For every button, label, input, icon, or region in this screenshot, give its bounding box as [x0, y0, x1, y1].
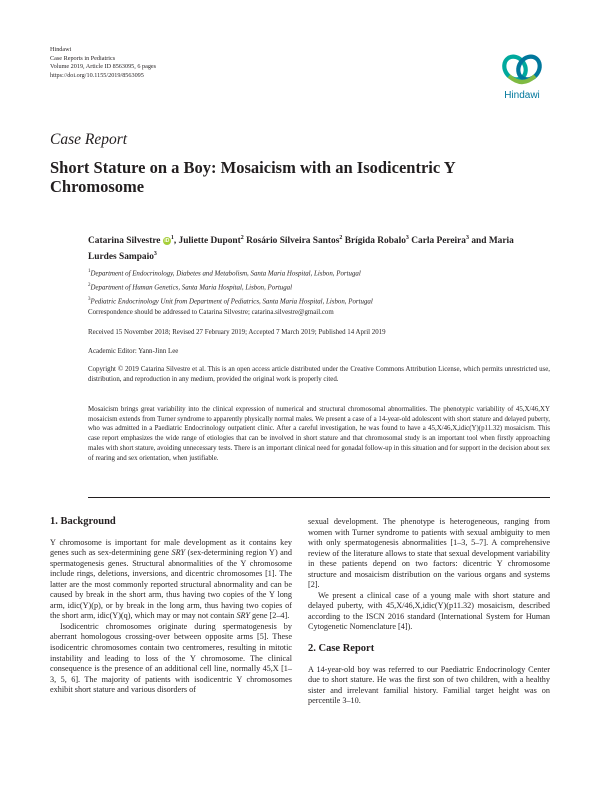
affiliation: $^3$Pediatric Endocrinology Unit from Department of Pediatrics, Santa Maria Hospital, Lisbon, Portugal: [88, 297, 373, 306]
paragraph: A 14-year-old boy was referred to our Paediatric Endocrinology Center due to short stature. He was the first son of two children, with a healthy sister and irrelevant familial history. Familial target height was on percentile 3–10.: [308, 664, 550, 706]
author-name: Rosário Silveira Santos: [246, 236, 340, 247]
affiliation: $^1$Department of Endocrinology, Diabetes and Metabolism, Santa Maria Hospital, Lisbon, Portugal: [88, 269, 361, 278]
correspondence: Correspondence should be addressed to Catarina Silvestre; catarina.silvestre@gmail.com: [88, 309, 334, 316]
journal-name: Case Reports in Pediatrics: [50, 54, 116, 62]
paragraph: Isodicentric chromosomes originate during spermatogenesis by aberrant homologous crossing-over between opposite arms [5]. These isodicentric chromosomes contain two centromeres, resulting in mitotic instability and leading to loss of the Y chromosome. The clinical consequence is the presence of an additional cell line, normally 45,X [1–3, 5, 6]. The majority of patients with isodicentric Y chromosomes exhibit short stature and various disorders of: [50, 621, 292, 695]
copyright-notice: Copyright © 2019 Catarina Silvestre et al. This is an open access article distributed under the Creative Commons Attribution License, which permits unrestricted use, distribution, and reproduction in any medium, provided the original work is properly cited.: [88, 366, 550, 383]
paragraph: Y chromosome is important for male development as it contains key genes such as sex-determining gene SRY (sex-determining region Y) and spermatogenesis genes. Structural abnormalities of the Y chromosome include rings, deletions, inversions, and dicentric chromosomes [1]. The latter are the most commonly reported structural abnormality and can be caused by break in the short arm, thus having two copies of the Y long arm, idic(Y)(p), or by break in the long arm, thus having two copies of the short arm, idic(Y)(q), which may or may not contain SRY gene [2–4].: [50, 537, 292, 621]
paragraph: sexual development. The phenotype is heterogeneous, ranging from women with Turner syndrome to patients with sexual ambiguity to men with only spermatogenesis abnormalities [1–3, 5–7]. A comprehensive review of the literature allows to state that sexual development variability in these patients depend on two factors: dicentric Y chromosome structure and mosaicism distribution on the various organs and systems [2].: [308, 517, 550, 590]
paragraph: We present a clinical case of a young male with short stature and delayed puberty, with 45,X/46,X,idic(Y)(p11.32) mosaicism, described according to the ISCN 2016 standard (International System for Human Cytogenetic Nomenclature [4]).: [308, 590, 550, 632]
author-name: Juliette Dupont: [178, 236, 241, 247]
right-column: [308, 517, 550, 707]
section-heading-case-report: 2. Case Report: [308, 643, 375, 655]
abstract: Mosaicism brings great variability into the clinical expression of numerical and structural chromosomal abnormalities. The phenotypic variability of 45,X/46,XY mosaicism extends from Turner syndrome to apparently physically normal males. We present a case of a 14-year-old adolescent with short stature and delayed puberty, who was admitted in a Paediatric Endocrinology outpatient clinic. After a careful investigation, he was found to have a 45,X/46,X,idic(Y)(p11.32) mosaicism. This case report emphasizes the wide range of etiologies that can be involved in short stature and that chromosomal study is an important tool when firstly approaching males with short stature, avoiding unnecessary tests. There is an important clinical need for gonadal follow-up in this situation and for support in the decision about sex of rearing and sex orientation, when justifiable.: [88, 406, 550, 462]
left-column: [50, 517, 292, 696]
article-type: Case Report: [50, 131, 128, 148]
author-name: Brígida Robalo: [344, 236, 406, 247]
author-list: Catarina Silvestre iD $^1$, Juliette Dupont$^2$ Rosário Silveira Santos$^2$ Brígida Robalo$^3$ Carla Pereira$^3$ and Maria Lurdes Sampaio$^3$: [88, 235, 514, 263]
article-dates: Received 15 November 2018; Revised 27 February 2019; Accepted 7 March 2019; Published 14 April 2019: [88, 329, 386, 336]
academic-editor: Academic Editor: Yann-Jinn Lee: [88, 348, 179, 355]
section-heading-background: 1. Background: [50, 516, 116, 527]
section-divider: [88, 497, 550, 498]
article-title: Short Stature on a Boy: Mosaicism with an Isodicentric Y Chromosome: [50, 158, 456, 196]
publisher-name: Hindawi: [50, 46, 72, 53]
affiliation: $^2$Department of Human Genetics, Santa Maria Hospital, Lisbon, Portugal: [88, 283, 293, 292]
affiliations: [88, 266, 548, 308]
author-name: Maria Lurdes Sampaio: [88, 236, 514, 263]
journal-info: [50, 46, 156, 80]
author-name: Carla Pereira: [411, 236, 466, 247]
author-name: Catarina Silvestre: [88, 236, 161, 247]
orcid-icon[interactable]: iD: [164, 237, 170, 244]
hindawi-logo-text: Hindawi: [504, 90, 540, 101]
journal-doi[interactable]: https://doi.org/10.1155/2019/8563095: [50, 71, 144, 79]
journal-volume: Volume 2019, Article ID 8563095, 6 pages: [50, 63, 157, 71]
